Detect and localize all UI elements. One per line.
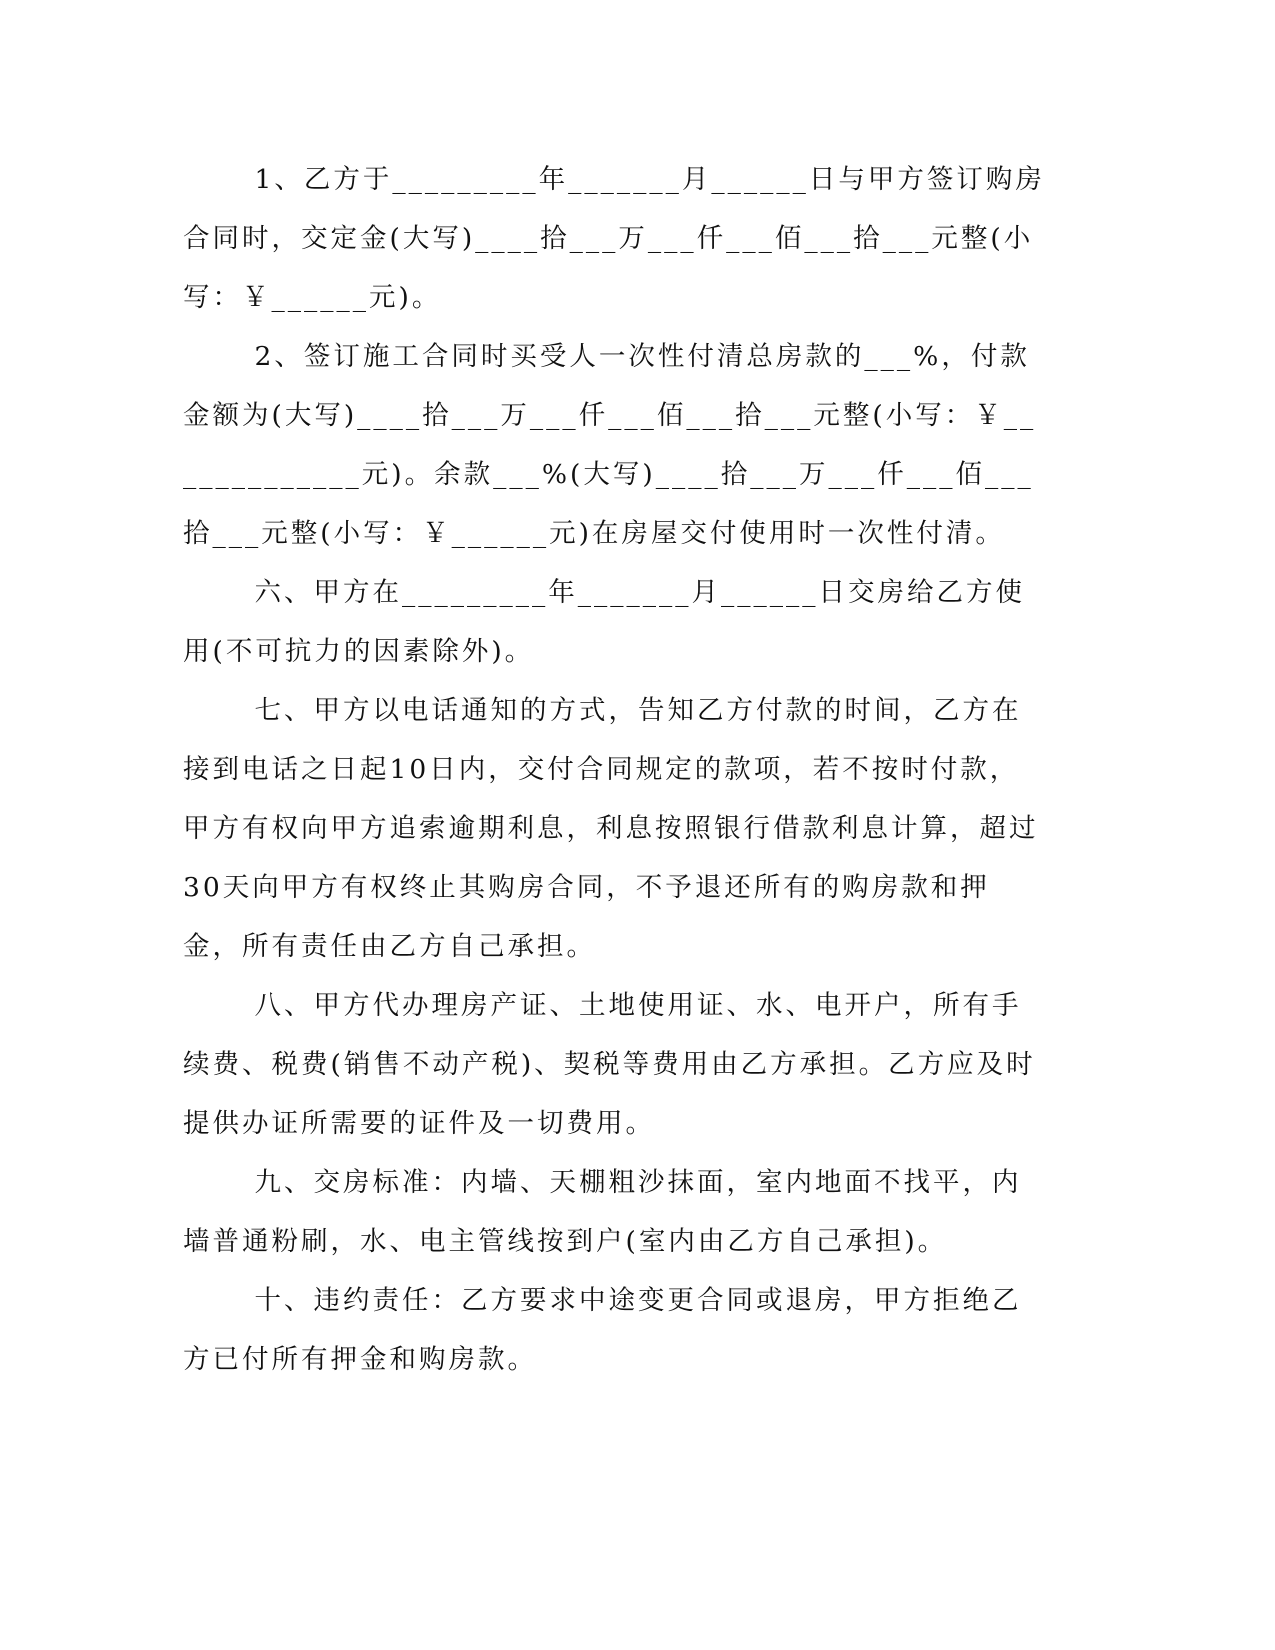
clause-8-certificates-fees: 八、甲方代办理房产证、土地使用证、水、电开户，所有手续费、税费(销售不动产税)、契税等费用由乙方承担。乙方应及时提供办证所需要的证件及一切费用。 bbox=[183, 990, 1036, 1139]
clause-6-handover-date: 六、甲方在_________年_______月______日交房给乙方使用(不可抗力的因素除外)。 bbox=[183, 577, 1026, 667]
clause-deposit-payment: 1、乙方于_________年_______月______日与甲方签订购房合同时，交定金(大写)____拾___万___仟___佰___拾___元整(小写：￥______元)。 bbox=[183, 164, 1045, 313]
clause-9-handover-standard: 九、交房标准：内墙、天棚粗沙抹面，室内地面不找平，内墙普通粉刷，水、电主管线按到户(室内由乙方自己承担)。 bbox=[183, 1167, 1022, 1257]
clause-full-payment: 2、签订施工合同时买受人一次性付清总房款的___%，付款金额为(大写)____拾___万___仟___佰___拾___元整(小写：￥_____________元)。余款___%(大写)____拾___万___仟___佰___拾___元整(小写：￥______元)在房屋交付使用时一次性付清。 bbox=[183, 341, 1037, 549]
clause-10-breach-liability: 十、违约责任：乙方要求中途变更合同或退房，甲方拒绝乙方已付所有押金和购房款。 bbox=[183, 1285, 1022, 1375]
document-body bbox=[183, 150, 1048, 1389]
clause-7-payment-notice: 七、甲方以电话通知的方式，告知乙方付款的时间，乙方在接到电话之日起10日内，交付合同规定的款项，若不按时付款，甲方有权向甲方追索逾期利息，利息按照银行借款利息计算，超过30天向甲方有权终止其购房合同，不予退还所有的购房款和押金，所有责任由乙方自己承担。 bbox=[183, 695, 1039, 962]
